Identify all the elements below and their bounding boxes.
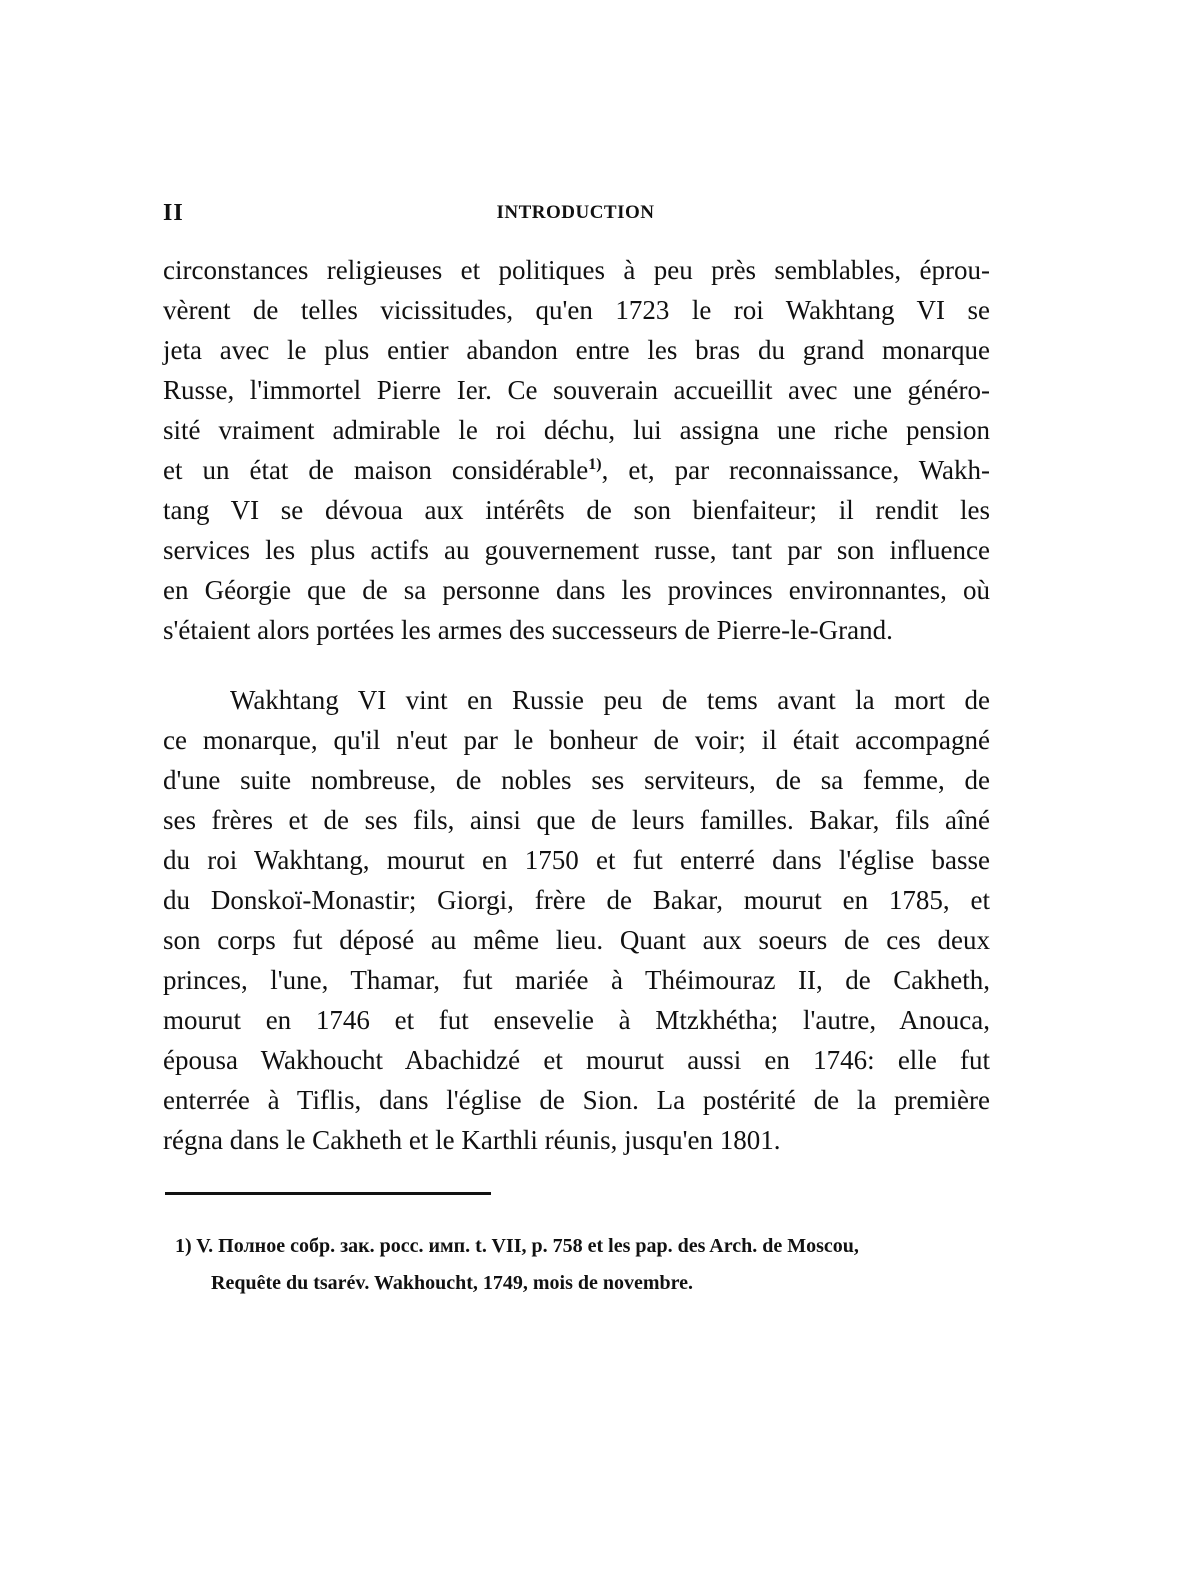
footnotes [175,1228,990,1302]
paragraph-2 [163,680,990,1160]
text-line: ses frères et de ses fils, ainsi que de leurs familles. Bakar, fils aîné [163,805,990,835]
text-line: en Géorgie que de sa personne dans les provinces environnantes, où [163,575,990,605]
text-line: services les plus actifs au gouvernement russe, tant par son influence [163,535,990,565]
text-line: princes, l'une, Thamar, fut mariée à Théimouraz II, de Cakheth, [163,965,990,995]
footnote-line: Requête du tsarév. Wakhoucht, 1749, mois de novembre. [211,1272,694,1294]
text-line: jeta avec le plus entier abandon entre les bras du grand monarque [163,335,990,365]
text-line: son corps fut déposé au même lieu. Quant aux soeurs de ces deux [163,925,990,955]
footnote-divider [165,1192,491,1195]
text-line: sité vraiment admirable le roi déchu, lui assigna une riche pension [163,415,990,445]
text-line: épousa Wakhoucht Abachidzé et mourut aussi en 1746: elle fut [163,1045,990,1075]
text-line: s'étaient alors portées les armes des successeurs de Pierre-le-Grand. [163,615,893,645]
text-line-with-footnote-ref [163,450,990,490]
running-head: INTRODUCTION [496,202,655,223]
text-line: du Donskoï-Monastir; Giorgi, frère de Bakar, mourut en 1785, et [163,885,990,915]
text-line: tang VI se dévoua aux intérêts de son bienfaiteur; il rendit les [163,495,990,525]
text-line: ce monarque, qu'il n'eut par le bonheur de voir; il était accompagné [163,725,990,755]
text-line: circonstances religieuses et politiques à peu près semblables, éprou- [163,255,990,285]
text-segment: , et, par reconnaissance, Wakh- [601,455,990,485]
text-line: mourut en 1746 et fut ensevelie à Mtzkhétha; l'autre, Anouca, [163,1005,990,1035]
text-line: Wakhtang VI vint en Russie peu de tems avant la mort de [230,685,990,715]
text-segment: et un état de maison considérable [163,455,589,485]
text-line: enterrée à Tiflis, dans l'église de Sion. La postérité de la première [163,1085,990,1115]
page-number: II [163,200,184,226]
paragraph-1 [163,250,990,650]
text-line: d'une suite nombreuse, de nobles ses serviteurs, de sa femme, de [163,765,990,795]
page-header [163,200,988,230]
text-line: Russe, l'immortel Pierre Ier. Ce souverain accueillit avec une généro- [163,375,990,405]
text-line: du roi Wakhtang, mourut en 1750 et fut enterré dans l'église basse [163,845,990,875]
footnote-reference[interactable]: 1) [588,456,602,473]
text-line: régna dans le Cakheth et le Karthli réunis, jusqu'en 1801. [163,1125,781,1155]
text-line: vèrent de telles vicissitudes, qu'en 1723 le roi Wakhtang VI se [163,295,990,325]
footnote-line: 1) V. Полное собр. зак. росс. имп. t. VII, p. 758 et les pap. des Arch. de Moscou, [175,1235,859,1257]
